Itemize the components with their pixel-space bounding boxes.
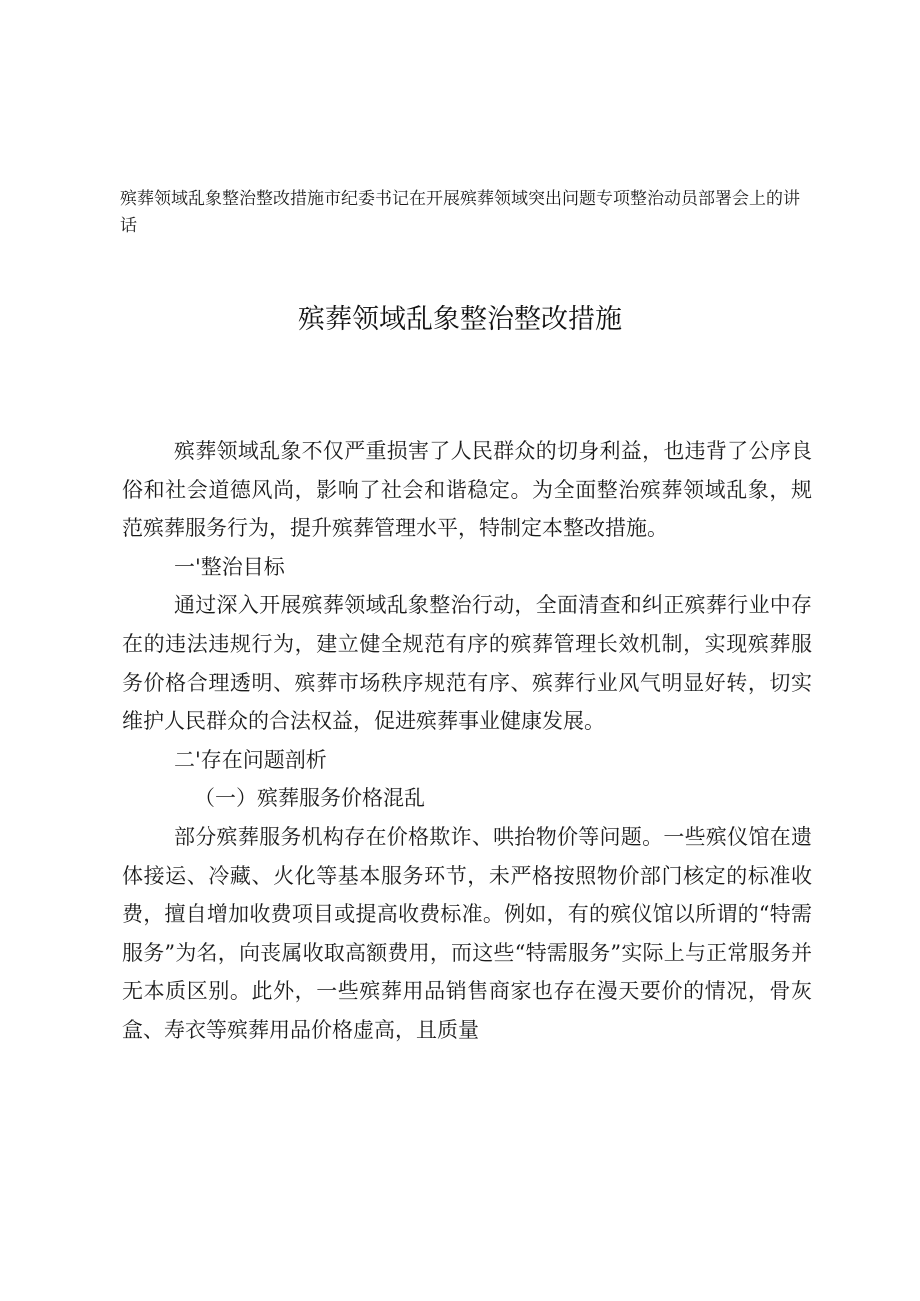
goal-paragraph: 通过深入开展殡葬领域乱象整治行动，全面清查和纠正殡葬行业中存在的违法违规行为，建立健全规范有序的殡葬管理长效机制，实现殡葬服务价格合理透明、殡葬市场秩序规范有序、殡葬行业风气明显好转，切实维护人民群众的合法权益，促进殡葬事业健康发展。 <box>122 593 812 734</box>
document-body <box>122 432 812 1050</box>
intro-paragraph: 殡葬领域乱象不仅严重损害了人民群众的切身利益，也违背了公序良俗和社会道德风尚，影响了社会和谐稳定。为全面整治殡葬领域乱象，规范殡葬服务行为，提升殡葬管理水平，特制定本整改措施。 <box>122 439 812 541</box>
document-header: 殡葬领域乱象整治整改措施市纪委书记在开展殡葬领域突出问题专项整治动员部署会上的讲话 <box>120 189 800 236</box>
section-heading-problems: 二'存在问题剖析 <box>174 747 327 772</box>
document-title: 殡葬领域乱象整治整改措施 <box>298 304 622 335</box>
subsection-heading-pricing: （一）殡葬服务价格混乱 <box>194 786 425 811</box>
section-heading-goal: 一'整治目标 <box>174 554 285 579</box>
pricing-paragraph: 部分殡葬服务机构存在价格欺诈、哄抬物价等问题。一些殡仪馆在遗体接运、冷藏、火化等基本服务环节，未严格按照物价部门核定的标准收费，擅自增加收费项目或提高收费标准。例如，有的殡仪馆以所谓的“特需服务”为名，向丧属收取高额费用，而这些“特需服务”实际上与正常服务并无本质区别。此外，一些殡葬用品销售商家也存在漫天要价的情况，骨灰盒、寿衣等殡葬用品价格虚高，且质量 <box>122 824 812 1042</box>
